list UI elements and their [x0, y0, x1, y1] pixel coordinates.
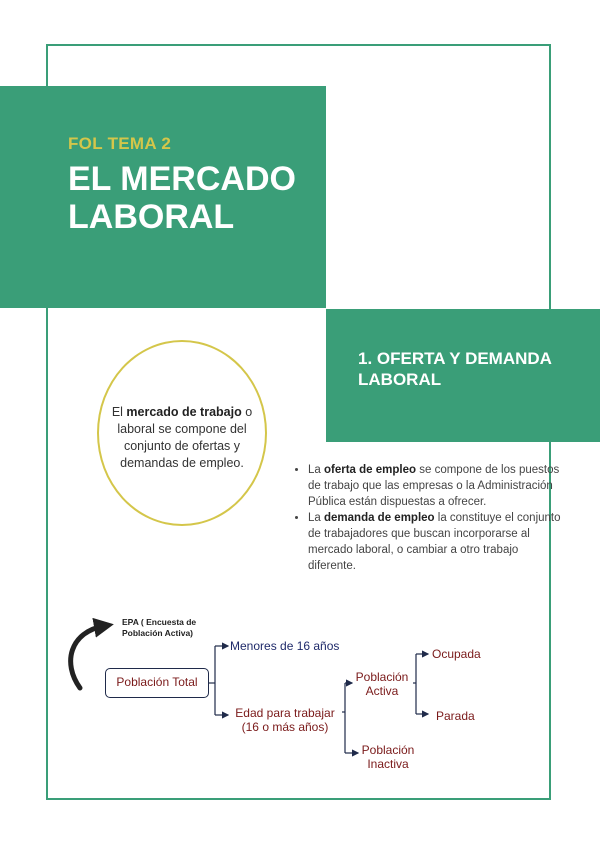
page-title: EL MERCADO LABORAL — [68, 160, 296, 236]
ocupada-label: Ocupada — [432, 647, 481, 661]
list-item: • La demanda de empleo la constituye el conjunto de trabajadores que buscan incorporarse al mercado laboral, o cambiar a otro trabajo diferente. — [308, 510, 564, 574]
epa-label: EPA ( Encuesta de Población Activa) — [122, 617, 197, 638]
edad-label: Edad para trabajar (16 o más años) — [235, 706, 335, 734]
inactiva-label: Población Inactiva — [361, 743, 415, 771]
definition-list — [292, 462, 564, 574]
parada-label: Parada — [436, 709, 475, 723]
activa-label: Población Activa — [355, 670, 409, 698]
section-title: 1. OFERTA Y DEMANDA LABORAL — [358, 349, 552, 389]
definition-text: El mercado de trabajo o laboral se compone del conjunto de ofertas y demandas de empleo. — [111, 405, 253, 470]
curved-arrow-icon — [71, 626, 104, 688]
list-item: • La oferta de empleo se compone de los puestos de trabajo que las empresas o la Administración Pública están dispuestas a ofrecer. — [308, 462, 564, 510]
page-subtitle: FOL TEMA 2 — [68, 134, 172, 153]
population-total-box: Población Total — [105, 668, 209, 698]
menores-label: Menores de 16 años — [230, 639, 340, 653]
definition-term: mercado de trabajo — [126, 405, 242, 419]
